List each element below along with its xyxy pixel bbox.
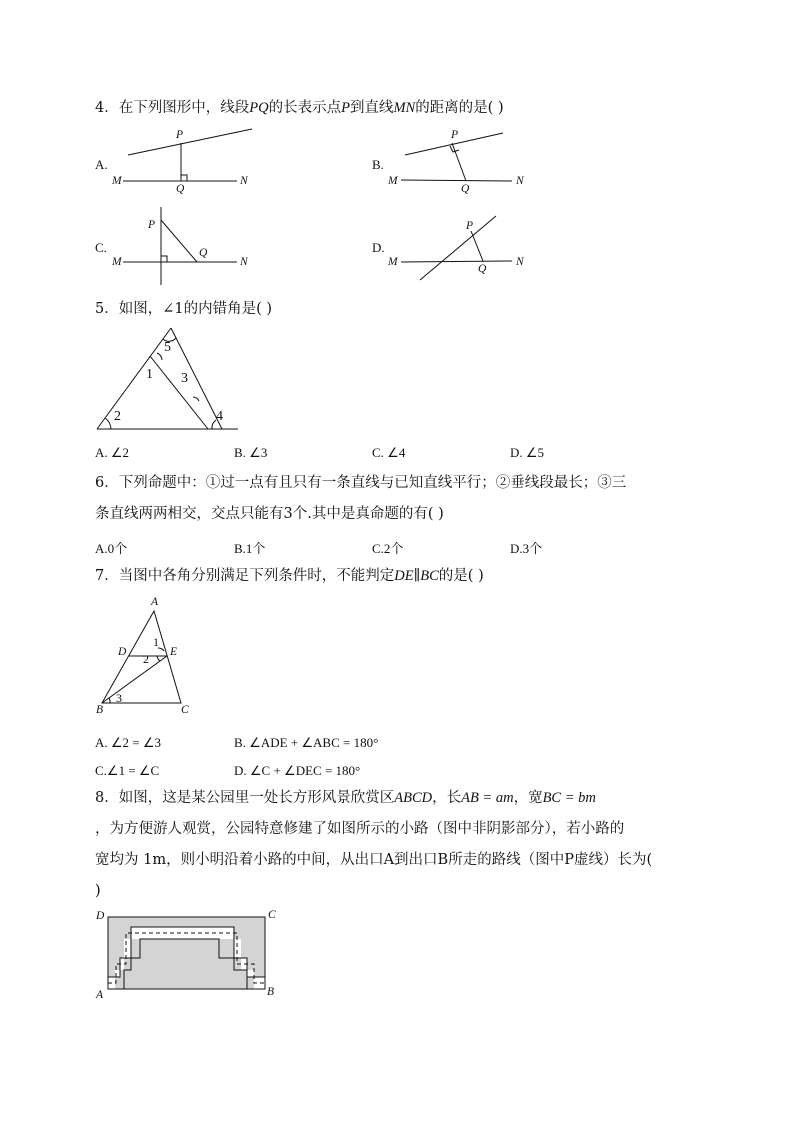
q4d-label-n: N xyxy=(516,256,524,268)
q8-stem-line1: 8．如图，这是某公园里一处长方形风景欣赏区ABCD，长AB = am，宽BC = bm xyxy=(95,790,596,806)
q7-label-b: B xyxy=(96,704,104,716)
q4-option-a-label[interactable]: A. xyxy=(95,157,108,172)
q4b-label-q: Q xyxy=(461,183,470,195)
q7-option-c[interactable]: C.∠1 = ∠C xyxy=(95,763,160,778)
q4-option-b-label[interactable]: B. xyxy=(372,157,384,172)
q4d-label-m: M xyxy=(388,256,398,268)
q5-angle-4: 4 xyxy=(216,409,223,424)
q5-angle-5: 5 xyxy=(164,340,171,355)
q5-option-d[interactable]: D. ∠5 xyxy=(510,445,545,460)
q4a-label-m: M xyxy=(112,175,122,187)
q4c-label-p: P xyxy=(148,219,156,231)
q8-stem-line4: ) xyxy=(95,883,101,899)
q7-stem: 7．当图中各角分别满足下列条件时，不能判定DE∥BC的是( ) xyxy=(95,568,484,584)
q4-option-d-label[interactable]: D. xyxy=(372,240,385,255)
q5-option-a[interactable]: A. ∠2 xyxy=(95,445,130,460)
q5-option-c[interactable]: C. ∠4 xyxy=(372,445,406,460)
q7-angle-2: 2 xyxy=(143,652,149,666)
q4c-label-n: N xyxy=(240,256,248,268)
q4b-label-p: P xyxy=(451,129,459,141)
q5-angle-3: 3 xyxy=(181,371,188,386)
q4c-label-q: Q xyxy=(199,247,208,259)
q8-label-a: A xyxy=(96,989,104,1001)
q6-stem-line2: 条直线两两相交，交点只能有3个.其中是真命题的有( ) xyxy=(95,506,444,522)
q4d-label-p: P xyxy=(466,220,474,232)
q7-option-a[interactable]: A. ∠2 = ∠3 xyxy=(95,735,162,750)
q4c-label-m: M xyxy=(112,256,122,268)
q7-angle-3: 3 xyxy=(116,691,122,705)
q8-label-d: D xyxy=(96,910,105,922)
q7-option-d[interactable]: D. ∠C + ∠DEC = 180° xyxy=(234,763,361,778)
q6-option-c[interactable]: C.2个 xyxy=(372,541,404,556)
q8-stem-line2: ，为方便游人观赏，公园特意修建了如图所示的小路（图中非阴影部分），若小路的 xyxy=(95,821,625,837)
q5-option-b[interactable]: B. ∠3 xyxy=(234,445,268,460)
q7-option-b[interactable]: B. ∠ADE + ∠ABC = 180° xyxy=(234,735,379,750)
q7-label-d: D xyxy=(118,646,127,658)
q4b-label-m: M xyxy=(388,175,398,187)
q4a-label-q: Q xyxy=(176,183,185,195)
q6-stem-line1: 6．下列命题中：①过一点有且只有一条直线与已知直线平行；②垂线段最长；③三 xyxy=(95,475,627,491)
q7-label-a: A xyxy=(151,596,159,608)
q5-angle-2: 2 xyxy=(114,409,121,424)
q5-stem: 5．如图，∠1的内错角是( ) xyxy=(95,301,273,317)
q5-angle-1: 1 xyxy=(146,367,153,382)
q6-option-a[interactable]: A.0个 xyxy=(95,541,128,556)
q6-option-d[interactable]: D.3个 xyxy=(510,541,543,556)
q8-label-b: B xyxy=(267,986,275,998)
q7-angle-1: 1 xyxy=(153,635,159,649)
q4a-label-n: N xyxy=(240,175,248,187)
q4b-label-n: N xyxy=(516,175,524,187)
q7-label-c: C xyxy=(181,704,189,716)
q7-label-e: E xyxy=(170,646,178,658)
q4-stem: 4．在下列图形中，线段PQ的长表示点P到直线MN的距离的是( ) xyxy=(95,100,504,116)
q8-stem-line3: 宽均为 1m，则小明沿着小路的中间，从出口A到出口B所走的路线（图中P虚线）长为( xyxy=(95,852,653,868)
q4-option-c-label[interactable]: C. xyxy=(95,240,107,255)
q4d-label-q: Q xyxy=(478,263,487,275)
q8-label-c: C xyxy=(268,909,276,921)
q4a-label-p: P xyxy=(176,129,184,141)
q6-option-b[interactable]: B.1个 xyxy=(234,541,266,556)
